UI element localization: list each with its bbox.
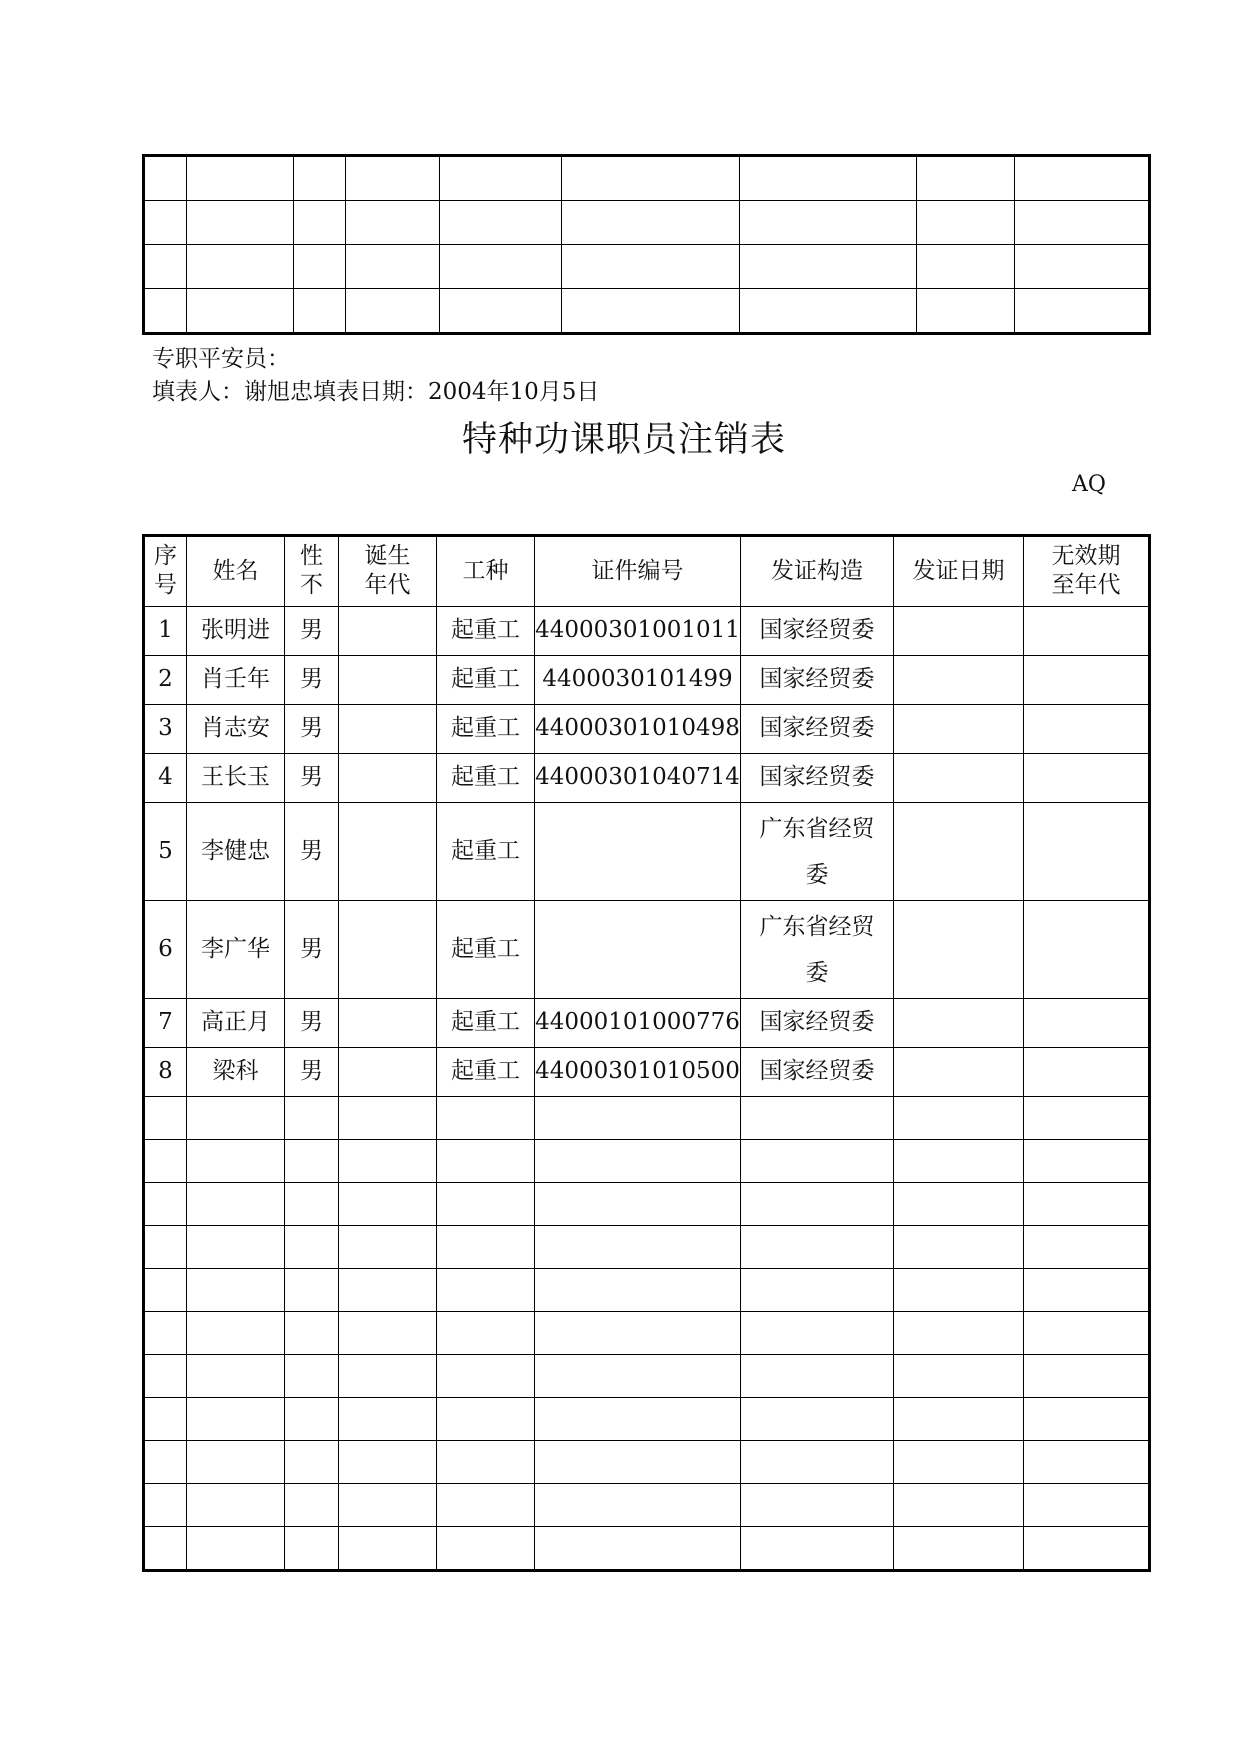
header-gender-line2: 不 <box>300 571 323 598</box>
empty-cell <box>187 1312 285 1355</box>
empty-table-row <box>144 1398 1150 1441</box>
top-table-cell <box>187 156 294 201</box>
empty-cell <box>144 1183 187 1226</box>
cell-seq: 8 <box>144 1048 187 1097</box>
empty-cell <box>741 1441 894 1484</box>
empty-table-row <box>144 1441 1150 1484</box>
cell-gender: 男 <box>285 607 339 656</box>
empty-cell <box>339 1441 437 1484</box>
empty-cell <box>437 1441 535 1484</box>
empty-table-row <box>144 1484 1150 1527</box>
cell-birth <box>339 901 437 999</box>
top-table-row <box>144 289 1150 334</box>
cell-issuer: 国家经贸委 <box>741 705 894 754</box>
empty-cell <box>144 1398 187 1441</box>
form-code: AQ <box>1072 472 1106 497</box>
empty-cell <box>339 1269 437 1312</box>
cell-issue-date <box>894 607 1024 656</box>
top-table-cell <box>346 201 440 245</box>
header-issue-date: 发证日期 <box>894 536 1024 607</box>
cell-birth <box>339 999 437 1048</box>
top-table-cell <box>740 245 917 289</box>
empty-cell <box>144 1140 187 1183</box>
empty-cell <box>535 1226 741 1269</box>
empty-cell <box>894 1183 1024 1226</box>
empty-cell <box>144 1527 187 1571</box>
empty-table-row <box>144 1140 1150 1183</box>
empty-cell <box>285 1312 339 1355</box>
cell-name: 高正月 <box>187 999 285 1048</box>
cell-issuer: 国家经贸委 <box>741 999 894 1048</box>
top-table-row <box>144 156 1150 201</box>
empty-cell <box>535 1183 741 1226</box>
top-table-cell <box>1015 201 1150 245</box>
cell-seq: 1 <box>144 607 187 656</box>
top-table-cell <box>1015 156 1150 201</box>
empty-table-row <box>144 1312 1150 1355</box>
top-table-row <box>144 201 1150 245</box>
top-table-cell <box>346 156 440 201</box>
filler-line: 填表人：谢旭忠填表日期：2004年10月5日 <box>152 379 600 405</box>
top-table-cell <box>187 201 294 245</box>
empty-cell <box>144 1441 187 1484</box>
empty-cell <box>894 1355 1024 1398</box>
top-table-cell <box>917 156 1015 201</box>
empty-cell <box>339 1312 437 1355</box>
empty-cell <box>144 1312 187 1355</box>
top-table-cell <box>440 156 562 201</box>
empty-cell <box>741 1527 894 1571</box>
empty-cell <box>285 1226 339 1269</box>
top-table-cell <box>917 201 1015 245</box>
empty-cell <box>285 1140 339 1183</box>
cell-line: 委 <box>805 959 829 986</box>
empty-cell <box>187 1226 285 1269</box>
table-row <box>144 754 1150 803</box>
cell-name: 肖壬年 <box>187 656 285 705</box>
top-table-cell <box>294 156 346 201</box>
cell-valid-until <box>1024 754 1150 803</box>
header-valid-line2: 至年代 <box>1051 571 1121 598</box>
cell-job: 起重工 <box>437 999 535 1048</box>
table-row <box>144 901 1150 999</box>
empty-cell <box>741 1269 894 1312</box>
top-table-cell <box>294 245 346 289</box>
cell-job: 起重工 <box>437 803 535 901</box>
empty-cell <box>339 1226 437 1269</box>
header-seq <box>144 536 187 607</box>
empty-cell <box>535 1312 741 1355</box>
empty-cell <box>535 1527 741 1571</box>
empty-cell <box>741 1183 894 1226</box>
top-table-cell <box>440 201 562 245</box>
top-table-cell <box>187 289 294 334</box>
header-issuer: 发证构造 <box>741 536 894 607</box>
top-table-cell <box>917 289 1015 334</box>
header-valid-line1: 无效期 <box>1051 543 1121 569</box>
cell-seq: 7 <box>144 999 187 1048</box>
empty-cell <box>1024 1441 1150 1484</box>
empty-cell <box>187 1484 285 1527</box>
empty-cell <box>285 1527 339 1571</box>
cell-cert-no <box>535 803 741 901</box>
top-table-cell <box>1015 245 1150 289</box>
table-row <box>144 1048 1150 1097</box>
empty-table-row <box>144 1269 1150 1312</box>
header-job: 工种 <box>437 536 535 607</box>
empty-cell <box>741 1226 894 1269</box>
empty-cell <box>1024 1183 1150 1226</box>
empty-cell <box>1024 1097 1150 1140</box>
cell-issue-date <box>894 999 1024 1048</box>
cell-valid-until <box>1024 803 1150 901</box>
empty-cell <box>187 1355 285 1398</box>
cell-job: 起重工 <box>437 656 535 705</box>
cell-gender: 男 <box>285 754 339 803</box>
empty-cell <box>437 1140 535 1183</box>
cell-cert-no <box>535 901 741 999</box>
empty-cell <box>339 1527 437 1571</box>
cell-gender: 男 <box>285 999 339 1048</box>
header-birth-line1: 诞生 <box>364 543 411 569</box>
cell-gender: 男 <box>285 656 339 705</box>
cell-name: 王长玉 <box>187 754 285 803</box>
empty-cell <box>339 1097 437 1140</box>
table-row <box>144 705 1150 754</box>
cell-birth <box>339 607 437 656</box>
cell-issue-date <box>894 705 1024 754</box>
cell-issue-date <box>894 754 1024 803</box>
cell-line: 广东省经贸 <box>759 815 875 842</box>
empty-cell <box>894 1140 1024 1183</box>
cell-gender: 男 <box>285 1048 339 1097</box>
top-table-cell <box>740 156 917 201</box>
empty-cell <box>1024 1269 1150 1312</box>
cell-seq: 6 <box>144 901 187 999</box>
top-table-cell <box>144 156 187 201</box>
header-gender-line1: 性 <box>300 543 323 569</box>
cell-seq: 5 <box>144 803 187 901</box>
header-birth <box>339 536 437 607</box>
empty-cell <box>187 1441 285 1484</box>
header-valid-until <box>1024 536 1150 607</box>
empty-cell <box>894 1484 1024 1527</box>
empty-cell <box>339 1398 437 1441</box>
empty-cell <box>285 1484 339 1527</box>
top-table-cell <box>440 245 562 289</box>
cell-issuer <box>741 901 894 999</box>
empty-cell <box>1024 1312 1150 1355</box>
empty-table-row <box>144 1527 1150 1571</box>
empty-cell <box>894 1527 1024 1571</box>
cell-job: 起重工 <box>437 607 535 656</box>
cell-line: 委 <box>805 861 829 888</box>
top-table-cell <box>1015 289 1150 334</box>
empty-cell <box>144 1269 187 1312</box>
empty-cell <box>285 1441 339 1484</box>
empty-cell <box>144 1097 187 1140</box>
table-header-row <box>144 536 1150 607</box>
top-table-cell <box>144 289 187 334</box>
top-table-cell <box>440 289 562 334</box>
header-cert-no: 证件编号 <box>535 536 741 607</box>
empty-cell <box>144 1226 187 1269</box>
cell-valid-until <box>1024 656 1150 705</box>
cell-name: 肖志安 <box>187 705 285 754</box>
empty-cell <box>535 1355 741 1398</box>
empty-cell <box>339 1183 437 1226</box>
cell-birth <box>339 803 437 901</box>
empty-cell <box>187 1527 285 1571</box>
header-gender <box>285 536 339 607</box>
empty-cell <box>187 1097 285 1140</box>
cell-birth <box>339 754 437 803</box>
cell-job: 起重工 <box>437 705 535 754</box>
top-table-cell <box>346 289 440 334</box>
cell-issuer: 国家经贸委 <box>741 656 894 705</box>
empty-cell <box>339 1484 437 1527</box>
empty-cell <box>741 1484 894 1527</box>
empty-cell <box>1024 1140 1150 1183</box>
empty-cell <box>187 1140 285 1183</box>
empty-cell <box>339 1355 437 1398</box>
empty-table-row <box>144 1097 1150 1140</box>
empty-cell <box>437 1484 535 1527</box>
table-row <box>144 607 1150 656</box>
cell-cert-no: 44000301001011 <box>535 607 741 656</box>
cell-cert-no: 44000301010500 <box>535 1048 741 1097</box>
top-table-cell <box>144 201 187 245</box>
empty-cell <box>437 1097 535 1140</box>
empty-cell <box>894 1398 1024 1441</box>
empty-cell <box>894 1441 1024 1484</box>
cell-issue-date <box>894 901 1024 999</box>
top-table-cell <box>562 201 740 245</box>
empty-cell <box>187 1398 285 1441</box>
empty-cell <box>741 1140 894 1183</box>
cell-issue-date <box>894 803 1024 901</box>
cell-cert-no: 4400030101499 <box>535 656 741 705</box>
cell-valid-until <box>1024 705 1150 754</box>
top-table-cell <box>562 289 740 334</box>
empty-cell <box>437 1527 535 1571</box>
empty-cell <box>437 1355 535 1398</box>
empty-cell <box>741 1355 894 1398</box>
empty-cell <box>535 1140 741 1183</box>
cell-valid-until <box>1024 901 1150 999</box>
cell-valid-until <box>1024 607 1150 656</box>
empty-table-row <box>144 1355 1150 1398</box>
empty-cell <box>187 1183 285 1226</box>
empty-cell <box>437 1312 535 1355</box>
empty-cell <box>437 1398 535 1441</box>
header-birth-line2: 年代 <box>364 571 411 598</box>
cell-gender: 男 <box>285 705 339 754</box>
empty-cell <box>894 1097 1024 1140</box>
page-title: 特种功课职员注销表 <box>462 420 787 460</box>
cell-issuer: 国家经贸委 <box>741 1048 894 1097</box>
cell-birth <box>339 1048 437 1097</box>
cell-job: 起重工 <box>437 901 535 999</box>
cell-cert-no: 44000301010498 <box>535 705 741 754</box>
cell-job: 起重工 <box>437 1048 535 1097</box>
cell-name: 李健忠 <box>187 803 285 901</box>
cell-issuer <box>741 803 894 901</box>
cell-gender: 男 <box>285 901 339 999</box>
header-seq-line2: 号 <box>154 571 177 598</box>
cell-line: 广东省经贸 <box>759 913 875 940</box>
empty-cell <box>285 1355 339 1398</box>
table-row <box>144 803 1150 901</box>
cell-seq: 4 <box>144 754 187 803</box>
empty-cell <box>187 1269 285 1312</box>
table-row <box>144 999 1150 1048</box>
empty-cell <box>285 1398 339 1441</box>
top-table-cell <box>346 245 440 289</box>
empty-cell <box>1024 1398 1150 1441</box>
empty-cell <box>894 1312 1024 1355</box>
cell-issue-date <box>894 656 1024 705</box>
cell-job: 起重工 <box>437 754 535 803</box>
empty-cell <box>535 1484 741 1527</box>
header-seq-line1: 序 <box>154 543 177 569</box>
empty-table-row <box>144 1183 1150 1226</box>
top-table-cell <box>917 245 1015 289</box>
empty-cell <box>535 1269 741 1312</box>
top-table-cell <box>740 201 917 245</box>
empty-cell <box>535 1441 741 1484</box>
empty-cell <box>535 1398 741 1441</box>
table-row <box>144 656 1150 705</box>
empty-cell <box>1024 1527 1150 1571</box>
top-table-cell <box>144 245 187 289</box>
empty-cell <box>741 1312 894 1355</box>
top-table-row <box>144 245 1150 289</box>
top-table-cell <box>740 289 917 334</box>
top-table-cell <box>562 156 740 201</box>
cell-name: 张明进 <box>187 607 285 656</box>
empty-cell <box>437 1269 535 1312</box>
cell-birth <box>339 705 437 754</box>
empty-cell <box>535 1097 741 1140</box>
cell-cert-no: 44000301040714 <box>535 754 741 803</box>
top-table-cell <box>562 245 740 289</box>
cell-seq: 3 <box>144 705 187 754</box>
top-table-cell <box>294 289 346 334</box>
cell-birth <box>339 656 437 705</box>
header-name: 姓名 <box>187 536 285 607</box>
empty-cell <box>144 1484 187 1527</box>
empty-cell <box>894 1269 1024 1312</box>
cell-cert-no: 44000101000776 <box>535 999 741 1048</box>
top-table-cell <box>294 201 346 245</box>
empty-table-row <box>144 1226 1150 1269</box>
cell-valid-until <box>1024 1048 1150 1097</box>
empty-cell <box>437 1226 535 1269</box>
empty-cell <box>285 1269 339 1312</box>
top-continuation-table <box>142 154 1151 335</box>
top-table-cell <box>187 245 294 289</box>
empty-cell <box>285 1097 339 1140</box>
empty-cell <box>741 1398 894 1441</box>
empty-cell <box>1024 1484 1150 1527</box>
cell-issuer: 国家经贸委 <box>741 754 894 803</box>
cell-issuer: 国家经贸委 <box>741 607 894 656</box>
empty-cell <box>144 1355 187 1398</box>
empty-cell <box>1024 1355 1150 1398</box>
cell-seq: 2 <box>144 656 187 705</box>
cell-name: 李广华 <box>187 901 285 999</box>
empty-cell <box>437 1183 535 1226</box>
cancellation-table <box>142 534 1151 1572</box>
empty-cell <box>339 1140 437 1183</box>
empty-cell <box>285 1183 339 1226</box>
cell-gender: 男 <box>285 803 339 901</box>
cell-issue-date <box>894 1048 1024 1097</box>
cell-valid-until <box>1024 999 1150 1048</box>
safety-officer-label: 专职平安员： <box>152 346 290 372</box>
empty-cell <box>1024 1226 1150 1269</box>
empty-cell <box>894 1226 1024 1269</box>
cell-name: 梁科 <box>187 1048 285 1097</box>
empty-cell <box>741 1097 894 1140</box>
